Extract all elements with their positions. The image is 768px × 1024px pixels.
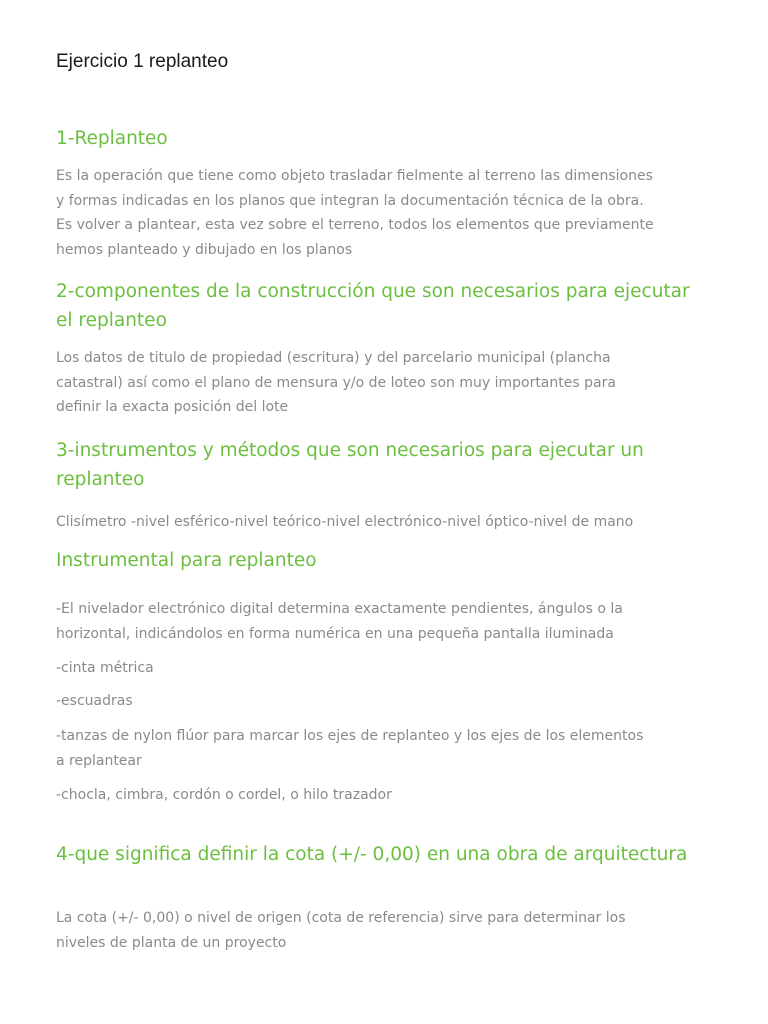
text-line: -El nivelador electrónico digital determina exactamente pendientes, ángulos o la [56, 601, 623, 617]
instrument-item: -cinta métrica [56, 660, 154, 676]
section-1-paragraph [56, 164, 716, 262]
text-line: niveles de planta de un proyecto [56, 934, 287, 951]
instrument-item: -escuadras [56, 693, 133, 709]
section-1-heading: 1-Replanteo [56, 128, 168, 149]
text-line: y formas indicadas en los planos que integran la documentación técnica de la obra. [56, 192, 644, 209]
heading-line: 3-instrumentos y métodos que son necesarios para ejecutar un [56, 440, 644, 461]
instrumental-heading: Instrumental para replanteo [56, 550, 317, 571]
text-line: Es volver a plantear, esta vez sobre el terreno, todos los elementos que previamente [56, 217, 654, 233]
heading-line: el replanteo [56, 310, 167, 331]
text-line: -tanzas de nylon flúor para marcar los ejes de replanteo y los ejes de los elementos [56, 728, 644, 744]
document-title: Ejercicio 1 replanteo [56, 51, 229, 72]
text-line: a replantear [56, 752, 142, 769]
section-4-paragraph [56, 906, 716, 955]
heading-line: replanteo [56, 469, 145, 490]
text-line: horizontal, indicándolos en forma numérica en una pequeña pantalla iluminada [56, 625, 614, 642]
instrument-item [56, 597, 716, 646]
text-line: Los datos de titulo de propiedad (escritura) y del parcelario municipal (plancha [56, 350, 611, 366]
heading-line: 2-componentes de la construcción que son necesarios para ejecutar [56, 281, 690, 302]
text-line: definir la exacta posición del lote [56, 399, 289, 415]
section-2-heading [56, 277, 716, 335]
instrument-item [56, 724, 716, 773]
text-line: Es la operación que tiene como objeto trasladar fielmente al terreno las dimensiones [56, 168, 653, 184]
text-line: Clisímetro -nivel esférico-nivel teórico-nivel electrónico-nivel óptico-nivel de mano [56, 514, 634, 530]
section-2-paragraph [56, 346, 716, 420]
instrument-item: -chocla, cimbra, cordón o cordel, o hilo trazador [56, 787, 392, 803]
section-3-paragraph [56, 510, 716, 535]
section-4-heading: 4-que significa definir la cota (+/- 0,00) en una obra de arquitectura [56, 844, 688, 865]
text-line: catastral) así como el plano de mensura y/o de loteo son muy importantes para [56, 374, 616, 391]
text-line: La cota (+/- 0,00) o nivel de origen (cota de referencia) sirve para determinar los [56, 910, 626, 926]
section-3-heading [56, 436, 716, 494]
text-line: hemos planteado y dibujado en los planos [56, 241, 353, 258]
